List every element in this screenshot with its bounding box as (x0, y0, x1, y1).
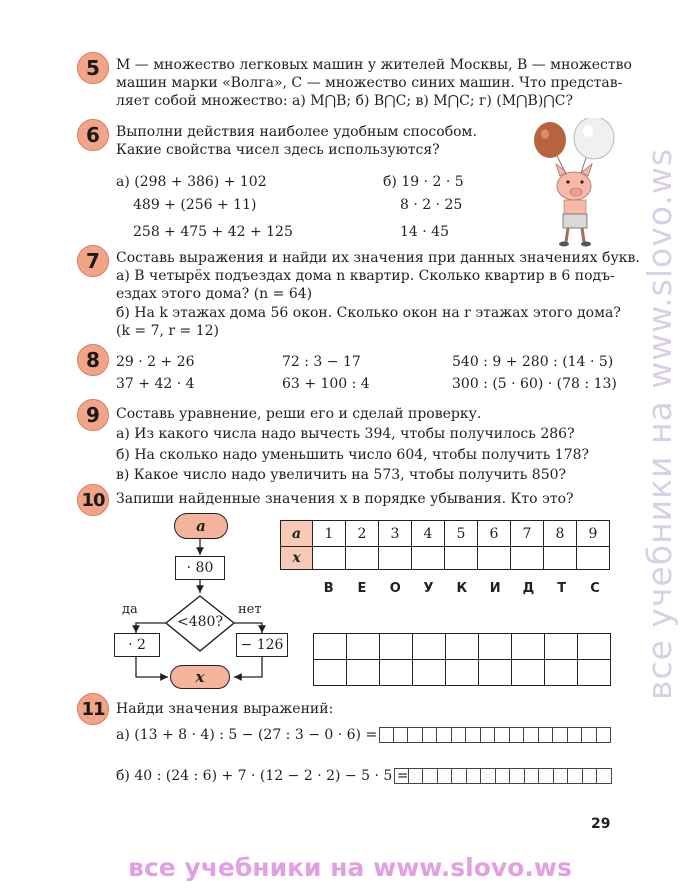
task-7-line-4: б) На k этажах дома 56 окон. Сколько окон на r этажах этого дома? (116, 305, 621, 321)
letter: У (423, 581, 434, 596)
flowchart-end-x: x (170, 665, 230, 689)
letter: И (489, 581, 501, 596)
task-7-line-1: Составь выражения и найди их значения при данных значениях букв. (116, 250, 640, 266)
task-6-line-1: Выполни действия наиболее удобным способом. (116, 124, 477, 140)
task-11-answer-boxes-b[interactable] (394, 768, 612, 784)
task-7-number: 7 (77, 245, 109, 277)
task-6-expr-b3: 14 · 45 (400, 224, 449, 240)
table-cell-x-empty[interactable] (346, 547, 379, 570)
answer-cell[interactable] (545, 634, 578, 660)
flowchart-multiply-2: · 2 (114, 633, 160, 657)
answer-cell[interactable] (512, 660, 545, 686)
task-5-line-2: машин марки «Волга», C — множество синих машин. Что представ- (116, 75, 623, 91)
task-10-line-1: Запиши найденные значения x в порядке убывания. Кто это? (116, 491, 574, 507)
task-5-number: 5 (77, 52, 109, 84)
letter: Д (522, 581, 535, 596)
task-5-line-1: M — множество легковых машин у жителей Москвы, B — множество (116, 57, 632, 73)
letter: Т (557, 581, 567, 596)
table-header-x: x (281, 547, 313, 570)
answer-cell[interactable] (380, 660, 413, 686)
table-header-a: a (281, 521, 313, 547)
task-9-line-1: Составь уравнение, реши его и сделай проверку. (116, 406, 482, 422)
task-6-expr-a1: а) (298 + 386) + 102 (116, 174, 267, 190)
task-7-line-2: а) В четырёх подъездах дома n квартир. Сколько квартир в 6 подъ- (116, 268, 615, 284)
task-9-number: 9 (77, 399, 109, 431)
table-cell-a: 9 (577, 521, 610, 547)
task-9-line-2: а) Из какого числа надо вычесть 394, чтобы получилось 286? (116, 426, 575, 442)
letter: К (456, 581, 468, 596)
page-number: 29 (591, 816, 611, 832)
answer-letters (312, 581, 612, 596)
answer-cell[interactable] (314, 634, 347, 660)
table-cell-x-empty[interactable] (511, 547, 544, 570)
table-row-x (281, 547, 610, 570)
task-11-line-1: Найди значения выражений: (116, 701, 334, 717)
task-8-expr-c3r1: 540 : 9 + 280 : (14 · 5) (452, 354, 614, 370)
table-cell-a: 8 (544, 521, 577, 547)
table-cell-a: 2 (346, 521, 379, 547)
table-cell-a: 4 (412, 521, 445, 547)
answer-cell[interactable] (512, 634, 545, 660)
table-cell-x-empty[interactable] (577, 547, 610, 570)
table-cell-x-empty[interactable] (478, 547, 511, 570)
answer-cell[interactable] (380, 634, 413, 660)
task-11-expr-a: а) (13 + 8 · 4) : 5 − (27 : 3 − 0 · 6) = (116, 727, 378, 743)
letter: Е (357, 581, 367, 596)
table-cell-x-empty[interactable] (313, 547, 346, 570)
flowchart-condition: <480? (177, 614, 223, 630)
answer-cell[interactable] (347, 634, 380, 660)
task-7-line-3: ездах этого дома? (n = 64) (116, 286, 313, 302)
answer-grid-row (314, 634, 611, 660)
table-cell-a: 3 (379, 521, 412, 547)
table-cell-x-empty[interactable] (412, 547, 445, 570)
values-table (280, 520, 610, 570)
task-10-number: 10 (77, 484, 109, 516)
letter: О (389, 581, 401, 596)
answer-grid-row (314, 660, 611, 686)
answer-grid[interactable] (313, 633, 611, 686)
task-6-expr-b1: б) 19 · 2 · 5 (383, 174, 464, 190)
task-9-line-3: б) На сколько надо уменьшить число 604, чтобы получить 178? (116, 447, 590, 463)
flowchart-no-label: нет (238, 602, 262, 617)
table-cell-a: 7 (511, 521, 544, 547)
task-6-number: 6 (77, 119, 109, 151)
task-11-number: 11 (77, 693, 109, 725)
task-6-expr-a3: 258 + 475 + 42 + 125 (133, 224, 293, 240)
side-watermark: все учебники на www.slovo.ws (640, 147, 679, 700)
table-cell-a: 5 (445, 521, 478, 547)
answer-cell[interactable] (413, 660, 446, 686)
task-8-expr-c2r1: 72 : 3 − 17 (282, 354, 361, 370)
task-8-expr-c1r1: 29 · 2 + 26 (116, 354, 195, 370)
answer-cell[interactable] (545, 660, 578, 686)
table-cell-a: 6 (478, 521, 511, 547)
flowchart-minus-126: − 126 (236, 633, 288, 657)
task-8-number: 8 (77, 344, 109, 376)
answer-cell[interactable] (446, 634, 479, 660)
task-7-line-5: (k = 7, r = 12) (116, 323, 219, 339)
answer-cell[interactable] (479, 634, 512, 660)
table-row-a (281, 521, 610, 547)
answer-cell[interactable] (347, 660, 380, 686)
answer-cell[interactable] (413, 634, 446, 660)
table-cell-x-empty[interactable] (544, 547, 577, 570)
task-8-expr-c3r2: 300 : (5 · 60) · (78 : 13) (452, 376, 617, 392)
piglet-balloons-illustration (530, 118, 630, 248)
task-8-expr-c2r2: 63 + 100 : 4 (282, 376, 370, 392)
task-6-line-2: Какие свойства чисел здесь используются? (116, 142, 440, 158)
task-6-expr-b2: 8 · 2 · 25 (400, 197, 463, 213)
bottom-watermark: все учебники на www.slovo.ws (128, 853, 572, 882)
answer-cell[interactable] (314, 660, 347, 686)
flowchart-yes-label: да (122, 602, 138, 617)
answer-cell[interactable] (446, 660, 479, 686)
task-11-expr-b: б) 40 : (24 : 6) + 7 · (12 − 2 · 2) − 5 · 5 = (116, 768, 409, 784)
task-11-answer-boxes-a[interactable] (379, 727, 611, 743)
flowchart-multiply-80: · 80 (175, 556, 225, 580)
flowchart-start-a: a (174, 513, 228, 539)
letter: В (323, 581, 334, 596)
answer-cell[interactable] (578, 660, 611, 686)
task-6-expr-a2: 489 + (256 + 11) (133, 197, 257, 213)
table-cell-a: 1 (313, 521, 346, 547)
answer-cell[interactable] (578, 634, 611, 660)
answer-cell[interactable] (479, 660, 512, 686)
task-9-line-4: в) Какое число надо увеличить на 573, чтобы получить 850? (116, 467, 567, 483)
letter: С (590, 581, 600, 596)
task-8-expr-c1r2: 37 + 42 · 4 (116, 376, 195, 392)
table-cell-x-empty[interactable] (379, 547, 412, 570)
task-5-line-3: ляет собой множество: а) M⋂B; б) B⋂C; в) M⋂C; г) (M⋂B)⋂C? (116, 93, 573, 109)
table-cell-x-empty[interactable] (445, 547, 478, 570)
